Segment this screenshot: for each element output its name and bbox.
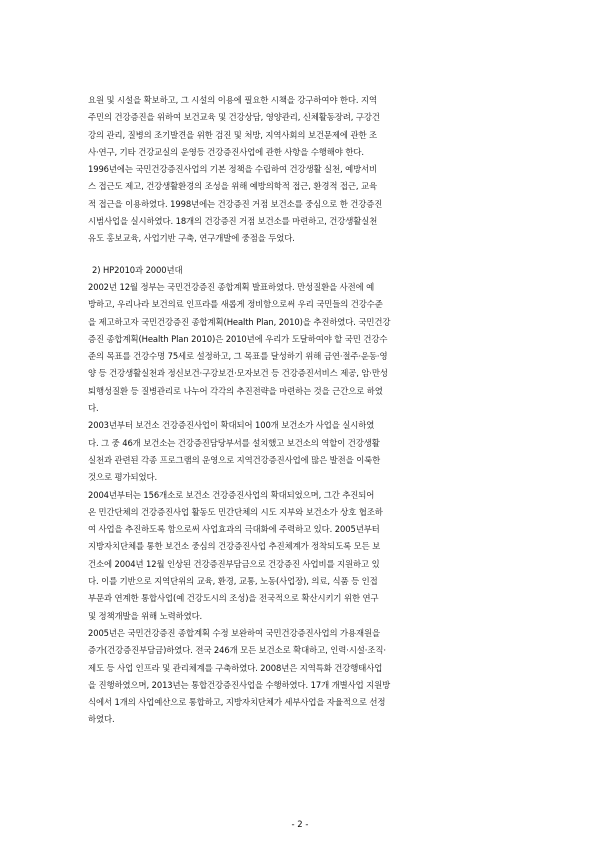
text-line: 유도 홍보교육, 사업기반 구축, 연구개발에 중점을 두었다. bbox=[88, 233, 295, 244]
text-line: 증가(건강증진부담금)하였다. 전국 246개 모든 보건소로 확대하고, 인력·시설·조직· bbox=[88, 645, 386, 656]
text-line: 을 진행하였으며, 2013년는 통합건강증진사업을 수행하였다. 17개 개별사업 지원방 bbox=[88, 679, 391, 690]
text-line: 실천과 관련된 각종 프로그램의 운영으로 지역건강증진사업에 많은 발전을 이룩한 bbox=[88, 454, 381, 465]
text-line: 시범사업을 실시하였다. 18개의 건강증진 거점 보건소를 마련하고, 건강생활실천 bbox=[88, 216, 378, 227]
text-line: 부문과 연계한 통합사업(예 건강도시의 조성)을 전국적으로 확산시키기 위한 연구 bbox=[88, 593, 379, 604]
text-line: 사·연구, 기타 건강교실의 운영등 건강증진사업에 관한 사항을 수행해야 한다. bbox=[88, 146, 364, 157]
text-line: 양 등 건강생활실천과 정신보건·구강보건·모자보건 등 건강증진서비스 제공, 암·만성 bbox=[88, 368, 388, 379]
text-line: 강의 관리, 질병의 조기발견을 위한 검진 및 처방, 지역사회의 보건문제에 관한 조 bbox=[88, 129, 377, 140]
text-line: 것으로 평가되었다. bbox=[88, 472, 158, 483]
text-line: 2002년 12월 정부는 국민건강증진 종합계획 발표하였다. 만성질환을 사전에 예 bbox=[88, 281, 375, 292]
text-line: 제도 등 사업 인프라 및 관리체계를 구축하였다. 2008년은 지역특화 건강행태사업 bbox=[88, 662, 383, 673]
text-line: 다. 그 중 46개 보건소는 건강증진담당부서를 설치했고 보건소의 역할이 건강생활 bbox=[88, 437, 380, 448]
text-line: 여 사업을 추진하도록 함으로써 사업효과의 극대화에 주력하고 있다. 2005년부터 bbox=[88, 524, 380, 535]
paragraph-2004 bbox=[88, 487, 513, 625]
text-line: 지방자치단체를 통한 보건소 중심의 건강증진사업 추진체계가 정착되도록 모든 보 bbox=[88, 541, 381, 552]
paragraph-2003 bbox=[88, 417, 513, 486]
text-line: 주민의 건강증진을 위하여 보건교육 및 건강상담, 영양관리, 신체활동장려, 구강건 bbox=[88, 112, 380, 123]
text-line: 하였다. bbox=[88, 714, 115, 725]
text-line: 2005년은 국민건강증진 종합계획 수정 보완하여 국민건강증진사업의 가용재원을 bbox=[88, 627, 380, 638]
section-heading: 2) HP2010과 2000년대 bbox=[92, 264, 183, 275]
paragraph-2005 bbox=[88, 625, 513, 729]
text-line: 온 민간단체의 건강증진사업 활동도 민간단체의 시도 지부와 보건소가 상호 협조하 bbox=[88, 506, 383, 517]
text-line: 2004년부터는 156개소로 보건소 건강증진사업의 확대되었으며, 그간 추진되어 bbox=[88, 489, 375, 500]
text-line: 방하고, 우리나라 보건의료 인프라를 새롭게 정비함으로써 우리 국민들의 건강수준 bbox=[88, 299, 383, 310]
text-line: 요원 및 시설을 확보하고, 그 시설의 이용에 필요한 시책을 강구하여야 한다. 지역 bbox=[88, 95, 377, 105]
text-line: 다. 이를 기반으로 지역단위의 교육, 환경, 교통, 노동(사업장), 의료, 식품 등 인접 bbox=[88, 576, 378, 587]
paragraph-2002 bbox=[88, 279, 513, 417]
text-line: 및 정책개발을 위해 노력하였다. bbox=[88, 610, 203, 621]
text-line: 퇴행성질환 등 질병관리로 나누어 각각의 추진전략을 마련하는 것을 근간으로 하였 bbox=[88, 385, 383, 396]
document-body bbox=[88, 92, 513, 729]
text-line: 2003년부터 보건소 건강증진사업이 확대되어 100개 보건소가 사업을 실시하였 bbox=[88, 420, 375, 431]
text-line: 다. bbox=[88, 403, 99, 414]
text-line: 증진 종합계획(Health Plan 2010)은 2010년에 우리가 도달하여야 할 국민 건강수 bbox=[88, 333, 388, 344]
text-line: 건소에 2004년 12월 인상된 건강증진부담금으로 건강증진 사업비를 지원하고 있 bbox=[88, 558, 380, 569]
text-line: 스 접근도 제고, 건강생활환경의 조성을 위해 예방의학적 접근, 환경적 접근, 교육 bbox=[88, 181, 377, 192]
text-line: 준의 목표를 건강수명 75세로 설정하고, 그 목표를 달성하기 위해 금연·절주·운동·영 bbox=[88, 351, 388, 362]
page-number: - 2 - bbox=[291, 820, 309, 830]
paragraph-intro bbox=[88, 92, 513, 161]
text-line: 식에서 1개의 사업예산으로 통합하고, 지방자치단체가 세부사업을 자율적으로 선정 bbox=[88, 697, 386, 708]
paragraph-1996 bbox=[88, 161, 513, 247]
text-line: 적 접근을 이용하였다. 1998년에는 건강증진 거점 보건소를 중심으로 한 건강증진 bbox=[88, 198, 383, 209]
text-line: 1996년에는 국민건강증진사업의 기본 정책을 수립하여 건강생활 실천, 예방서비 bbox=[88, 164, 378, 175]
text-line: 을 제고하고자 국민건강증진 종합계획(Health Plan, 2010)을 추진하였다. 국민건강 bbox=[88, 316, 391, 327]
